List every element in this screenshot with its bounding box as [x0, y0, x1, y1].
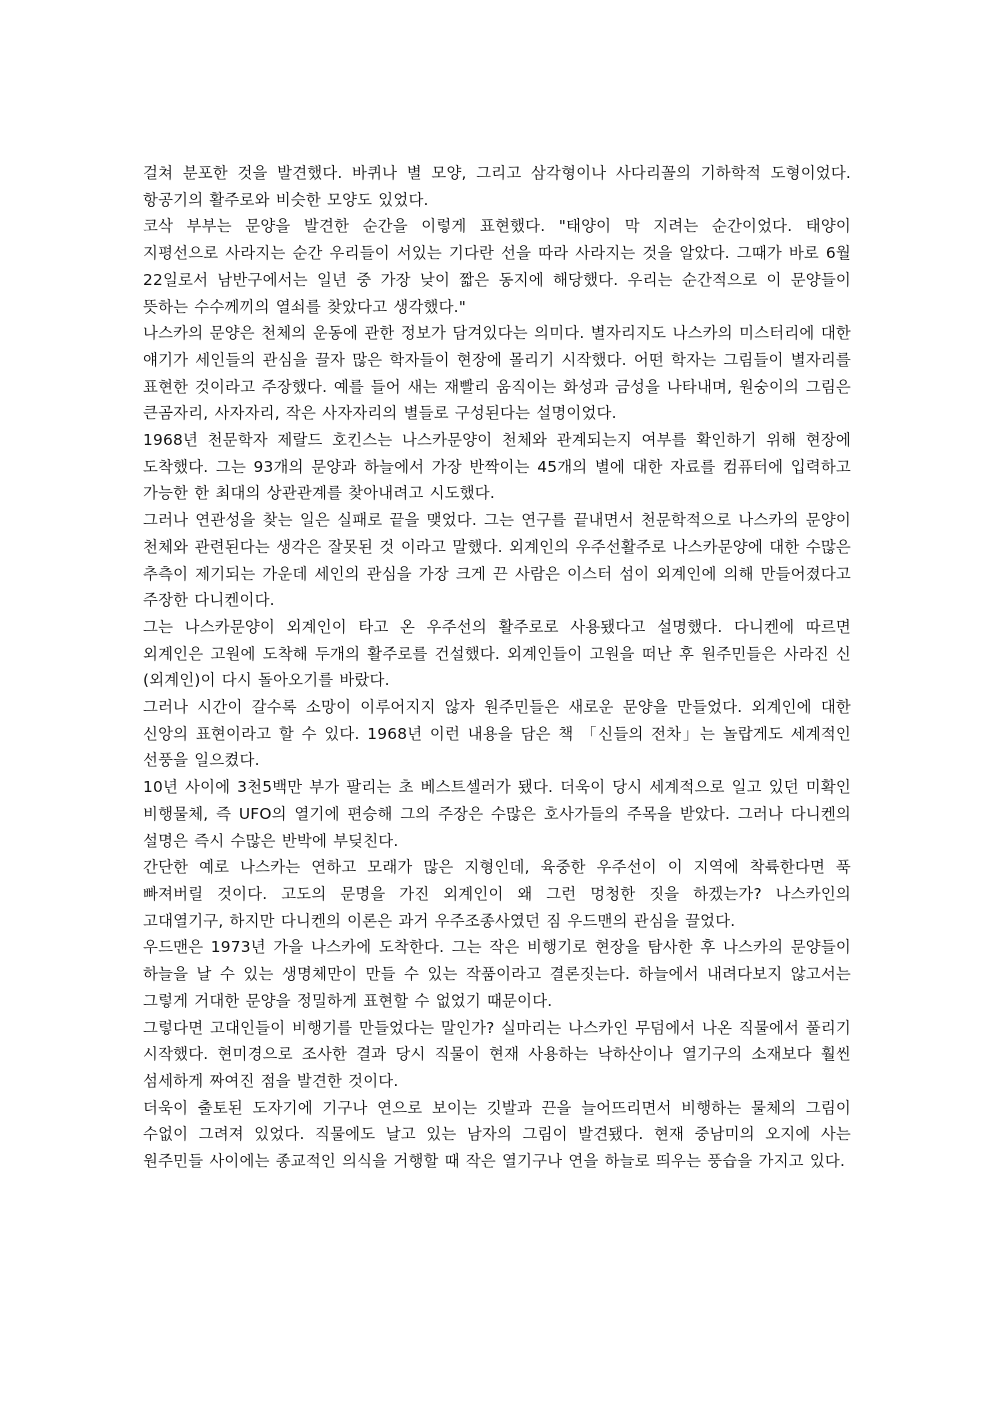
- paragraph-10: 우드맨은 1973년 가을 나스카에 도착한다. 그는 작은 비행기로 현장을 탐사한 후 나스카의 문양들이 하늘을 날 수 있는 생명체만이 만들 수 있는 작품이라고 결론짓는다. 하늘에서 내려다보지 않고서는 그렇게 거대한 문양을 정밀하게 표현할 수 없었기 때문이다.: [143, 938, 851, 1010]
- paragraph-11: 그렇다면 고대인들이 비행기를 만들었다는 말인가? 실마리는 나스카인 무덤에서 나온 직물에서 풀리기 시작했다. 현미경으로 조사한 결과 당시 직물이 현재 사용하는 낙하산이나 열기구의 소재보다 훨씬 섬세하게 짜여진 점을 발견한 것이다.: [143, 1018, 851, 1090]
- paragraph-5: 그러나 연관성을 찾는 일은 실패로 끝을 맺었다. 그는 연구를 끝내면서 천문학적으로 나스카의 문양이 천체와 관련된다는 생각은 잘못된 것 이라고 말했다. 외계인의 우주선활주로 나스카문양에 대한 수많은 추측이 제기되는 가운데 세인의 관심을 가장 크게 끈 사람은 이스터 섬이 외계인에 의해 만들어졌다고 주장한 다니켄이다.: [143, 511, 851, 610]
- paragraph-9: 간단한 예로 나스카는 연하고 모래가 많은 지형인데, 육중한 우주선이 이 지역에 착륙한다면 푹 빠져버릴 것이다. 고도의 문명을 가진 외계인이 왜 그런 멍청한 짓을 하겠는가? 나스카인의 고대열기구, 하지만 다니켄의 이론은 과거 우주조종사였던 짐 우드맨의 관심을 끌었다.: [143, 858, 851, 930]
- paragraph-3: 나스카의 문양은 천체의 운동에 관한 정보가 담겨있다는 의미다. 별자리지도 나스카의 미스터리에 대한 얘기가 세인들의 관심을 끌자 많은 학자들이 현장에 몰리기 시작했다. 어떤 학자는 그림들이 별자리를 표현한 것이라고 주장했다. 예를 들어 새는 재빨리 움직이는 화성과 금성을 나타내며, 원숭이의 그림은 큰곰자리, 사자자리, 작은 사자자리의 별들로 구성된다는 설명이었다.: [143, 324, 851, 423]
- paragraph-7: 그러나 시간이 갈수록 소망이 이루어지지 않자 원주민들은 새로운 문양을 만들었다. 외계인에 대한 신앙의 표현이라고 할 수 있다. 1968년 이런 내용을 담은 책 「신들의 전차」는 놀랍게도 세계적인 선풍을 일으켰다.: [143, 698, 851, 770]
- paragraph-12: 더욱이 출토된 도자기에 기구나 연으로 보이는 깃발과 끈을 늘어뜨리면서 비행하는 물체의 그림이 수없이 그려져 있었다. 직물에도 날고 있는 남자의 그림이 발견됐다. 현재 중남미의 오지에 사는 원주민들 사이에는 종교적인 의식을 거행할 때 작은 열기구나 연을 하늘로 띄우는 풍습을 가지고 있다.: [143, 1098, 851, 1171]
- document-body: [143, 160, 851, 1175]
- paragraph-1: 걸쳐 분포한 것을 발견했다. 바퀴나 별 모양, 그리고 삼각형이나 사다리꼴의 기하학적 도형이었다. 항공기의 활주로와 비슷한 모양도 있었다.: [143, 164, 851, 209]
- paragraph-2: 코삭 부부는 문양을 발견한 순간을 이렇게 표현했다. "태양이 막 지려는 순간이었다. 태양이 지평선으로 사라지는 순간 우리들이 서있는 기다란 선을 따라 사라지는 것을 알았다. 그때가 바로 6월 22일로서 남반구에서는 일년 중 가장 낮이 짧은 동지에 해당했다. 우리는 순간적으로 이 문양들이 뜻하는 수수께끼의 열쇠를 찾았다고 생각했다.": [143, 217, 851, 316]
- paragraph-6: 그는 나스카문양이 외계인이 타고 온 우주선의 활주로로 사용됐다고 설명했다. 다니켄에 따르면 외계인은 고원에 도착해 두개의 활주로를 건설했다. 외계인들이 고원을 떠난 후 원주민들은 사라진 신(외계인)이 다시 돌아오기를 바랐다.: [143, 617, 851, 690]
- paragraph-8: 10년 사이에 3천5백만 부가 팔리는 초 베스트셀러가 됐다. 더욱이 당시 세계적으로 일고 있던 미확인 비행물체, 즉 UFO의 열기에 편승해 그의 주장은 수많은 호사가들의 주목을 받았다. 그러나 다니켄의 설명은 즉시 수많은 반박에 부딪친다.: [143, 778, 851, 850]
- paragraph-4: 1968년 천문학자 제랄드 호킨스는 나스카문양이 천체와 관계되는지 여부를 확인하기 위해 현장에 도착했다. 그는 93개의 문양과 하늘에서 가장 반짝이는 45개의 별에 대한 자료를 컴퓨터에 입력하고 가능한 한 최대의 상관관계를 찾아내려고 시도했다.: [143, 431, 851, 503]
